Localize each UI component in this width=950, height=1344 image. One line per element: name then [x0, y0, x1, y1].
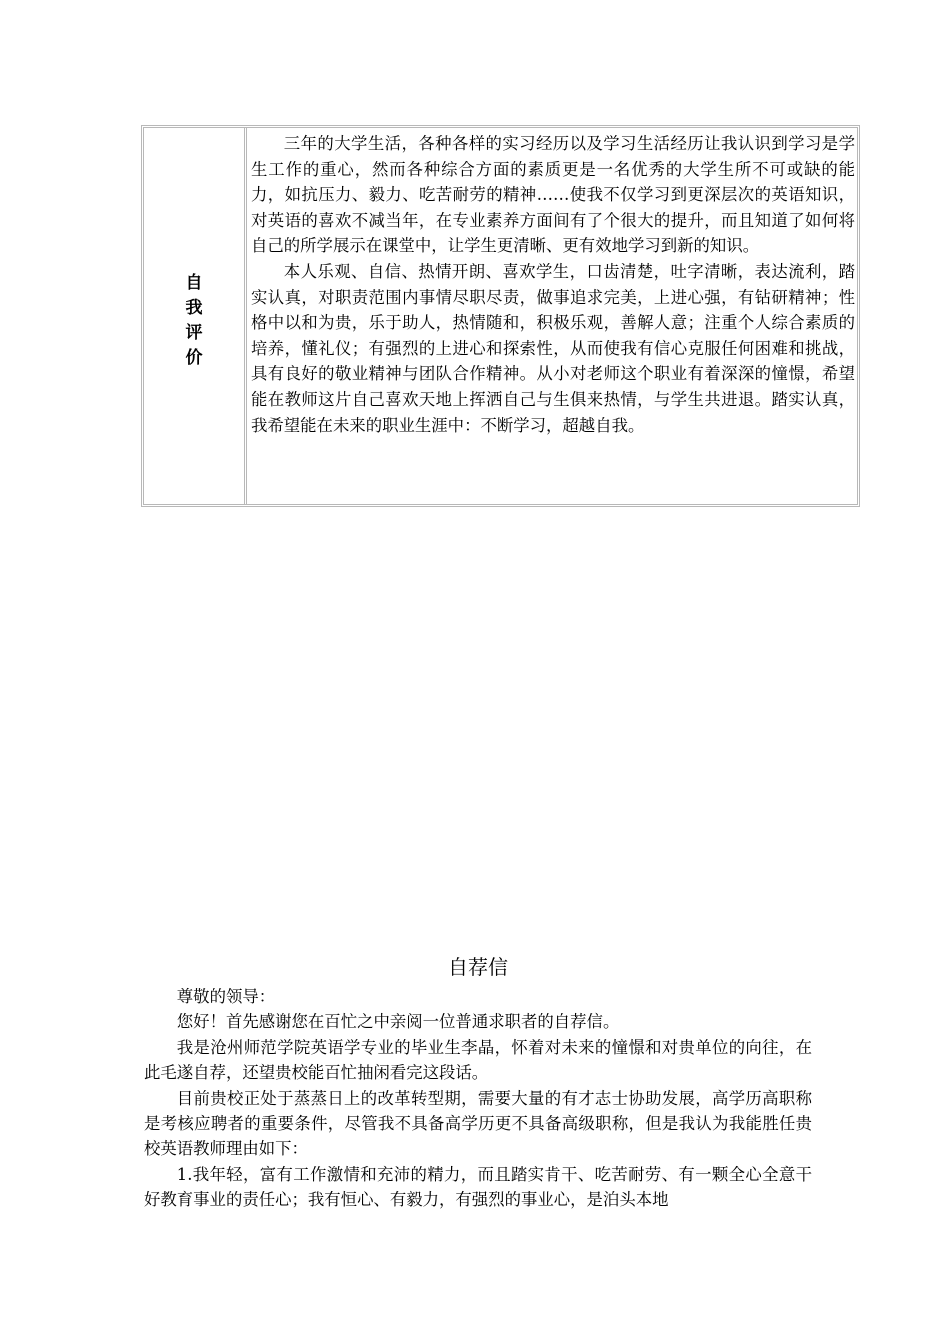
self-evaluation-paragraph: 三年的大学生活，各种各样的实习经历以及学习生活经历让我认识到学习是学生工作的重心，然而各种综合方面的素质更是一名优秀的大学生所不可或缺的能力，如抗压力、毅力、吃苦耐劳的精神……使我不仅学习到更深层次的英语知识，对英语的喜欢不减当年，在专业素养方面间有了个很大的提升，而且知道了如何将自己的所学展示在课堂中，让学生更清晰、更有效地学习到新的知识。 [251, 134, 855, 256]
self-evaluation-content [247, 128, 857, 504]
cover-letter-title: 自荐信 [448, 955, 508, 979]
self-evaluation-paragraph: 本人乐观、自信、热情开朗、喜欢学生，口齿清楚，吐字清晰，表达流利，踏实认真，对职责范围内事情尽职尽责，做事追求完美，上进心强，有钻研精神；性格中以和为贵，乐于助人，热情随和，积极乐观，善解人意；注重个人综合素质的培养，懂礼仪；有强烈的上进心和探索性，从而使我有信心克服任何困难和挑战，具有良好的敬业精神与团队合作精神。从小对老师这个职业有着深深的憧憬，希望能在教师这片自己喜欢天地上挥洒自己与生俱来热情，与学生共进退。踏实认真，我希望能在未来的职业生涯中：不断学习，超越自我。 [251, 261, 855, 435]
self-evaluation-label-cell [144, 128, 247, 504]
cover-letter-paragraph: 目前贵校正处于蒸蒸日上的改革转型期，需要大量的有才志士协助发展，高学历高职称是考核应聘者的重要条件，尽管我不具备高学历更不具备高级职称，但是我认为我能胜任贵校英语教师理由如下： [144, 1088, 812, 1159]
self-evaluation-table [141, 125, 860, 507]
self-evaluation-label: 自我评价 [185, 273, 203, 368]
cover-letter-paragraph: 您好！首先感谢您在百忙之中亲阅一位普通求职者的自荐信。 [176, 1012, 620, 1032]
cover-letter [144, 952, 812, 1213]
cover-letter-paragraph: 我是沧州师范学院英语学专业的毕业生李晶，怀着对未来的憧憬和对贵单位的向往，在此毛遂自荐，还望贵校能百忙抽闲看完这段话。 [144, 1037, 812, 1083]
cover-letter-paragraph: 1.我年轻，富有工作激情和充沛的精力，而且踏实肯干、吃苦耐劳、有一颗全心全意干好教育事业的责任心；我有恒心、有毅力，有强烈的事业心，是泊头本地 [144, 1164, 812, 1210]
cover-letter-salutation: 尊敬的领导： [176, 987, 276, 1006]
